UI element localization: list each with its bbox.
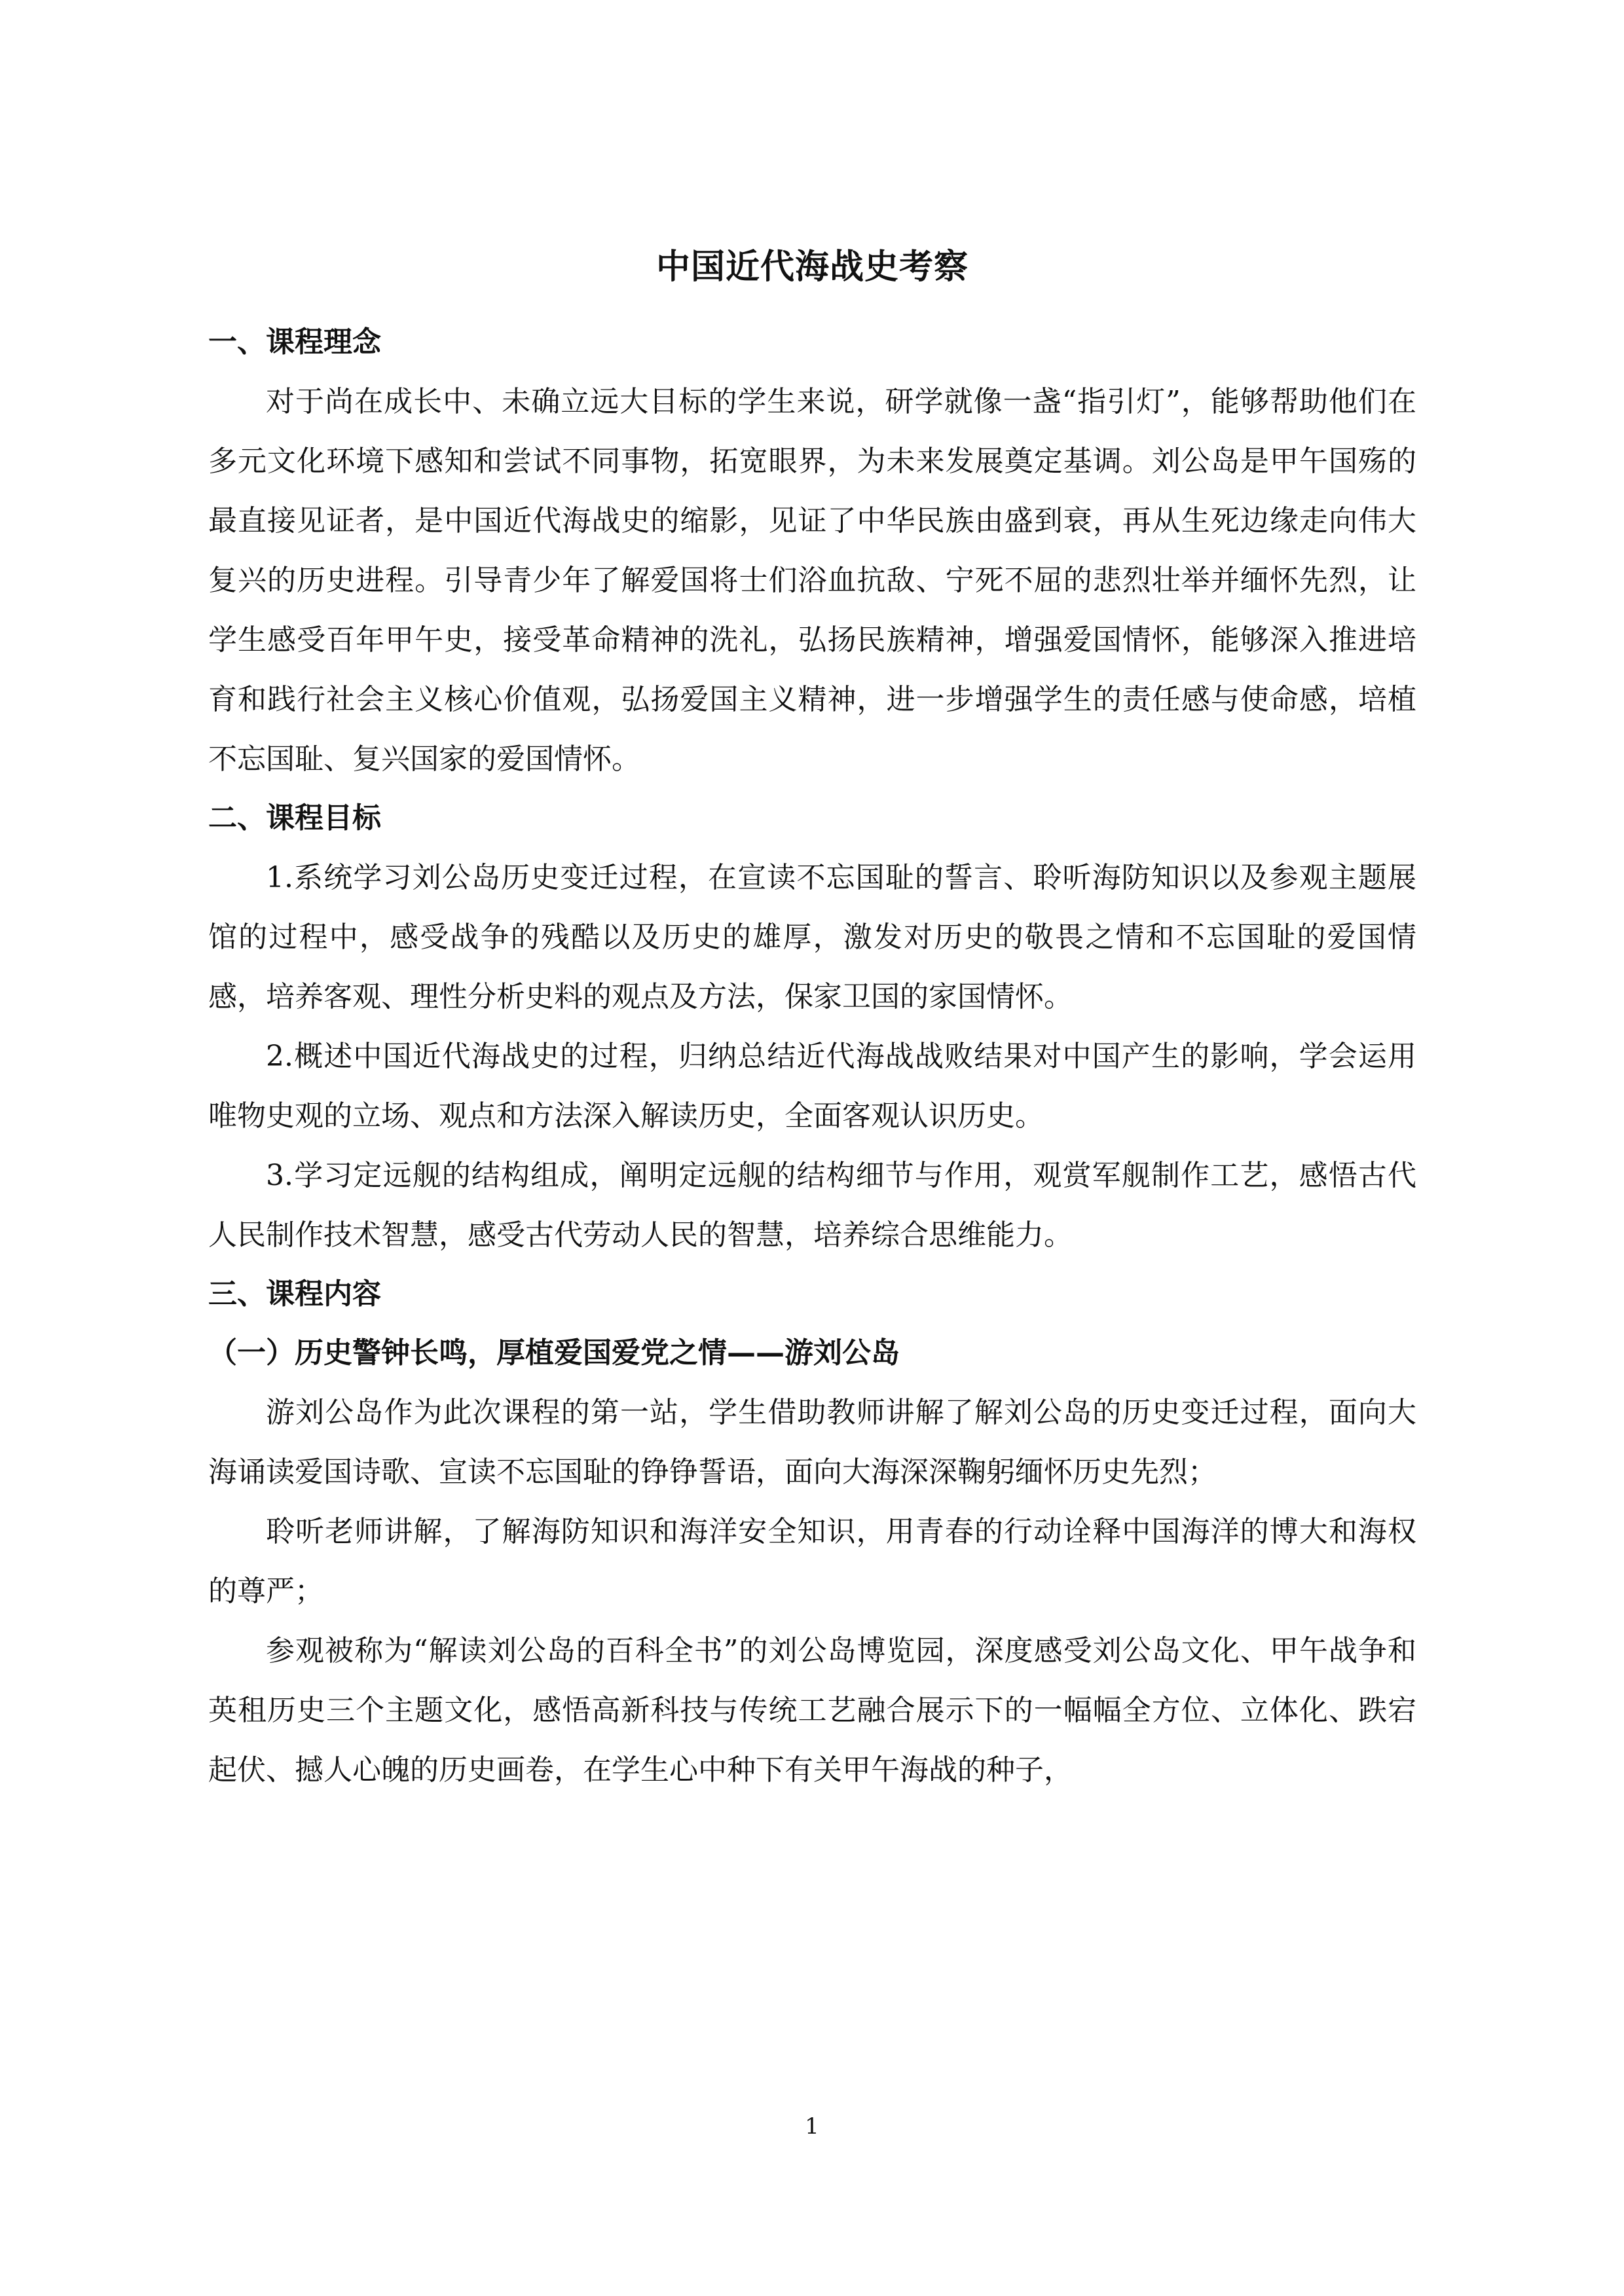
page-content [208, 244, 1416, 1800]
goal-paragraph-1: 1.系统学习刘公岛历史变迁过程，在宣读不忘国耻的誓言、聆听海防知识以及参观主题展馆的过程中，感受战争的残酷以及历史的雄厚，激发对历史的敬畏之情和不忘国耻的爱国情感，培养客观、理性分析史料的观点及方法，保家卫国的家国情怀。 [208, 861, 1416, 1013]
content-sub-heading: （一）历史警钟长鸣，厚植爱国爱党之情——游刘公岛 [208, 1336, 900, 1370]
goal-paragraph-2: 2.概述中国近代海战史的过程，归纳总结近代海战战败结果对中国产生的影响，学会运用唯物史观的立场、观点和方法深入解读历史，全面客观认识历史。 [208, 1040, 1416, 1133]
content-paragraph-3: 参观被称为“解读刘公岛的百科全书”的刘公岛博览园，深度感受刘公岛文化、甲午战争和英租历史三个主题文化，感悟高新科技与传统工艺融合展示下的一幅幅全方位、立体化、跌宕起伏、撼人心魄的历史画卷，在学生心中种下有关甲午海战的种子， [208, 1634, 1416, 1787]
content-paragraph-2: 聆听老师讲解，了解海防知识和海洋安全知识，用青春的行动诠释中国海洋的博大和海权的尊严； [208, 1515, 1416, 1608]
concept-paragraph: 对于尚在成长中、未确立远大目标的学生来说，研学就像一盏“指引灯”，能够帮助他们在多元文化环境下感知和尝试不同事物，拓宽眼界，为未来发展奠定基调。刘公岛是甲午国殇的最直接见证者，是中国近代海战史的缩影，见证了中华民族由盛到衰，再从生死边缘走向伟大复兴的历史进程。引导青少年了解爱国将士们浴血抗敌、宁死不屈的悲烈壮举并缅怀先烈，让学生感受百年甲午史，接受革命精神的洗礼，弘扬民族精神，增强爱国情怀，能够深入推进培育和践行社会主义核心价值观，弘扬爱国主义精神，进一步增强学生的责任感与使命感，培植不忘国耻、复兴国家的爱国情怀。 [208, 385, 1416, 776]
section-heading-content: 三、课程内容 [208, 1277, 381, 1311]
goal-paragraph-3: 3.学习定远舰的结构组成，阐明定远舰的结构细节与作用，观赏军舰制作工艺，感悟古代人民制作技术智慧，感受古代劳动人民的智慧，培养综合思维能力。 [208, 1159, 1416, 1252]
document-title: 中国近代海战史考察 [655, 247, 969, 287]
page-number: 1 [805, 2113, 819, 2140]
section-heading-concept: 一、课程理念 [208, 325, 381, 359]
content-paragraph-1: 游刘公岛作为此次课程的第一站，学生借助教师讲解了解刘公岛的历史变迁过程，面向大海诵读爱国诗歌、宣读不忘国耻的铮铮誓语，面向大海深深鞠躬缅怀历史先烈； [208, 1396, 1416, 1489]
section-heading-goals: 二、课程目标 [208, 801, 381, 835]
